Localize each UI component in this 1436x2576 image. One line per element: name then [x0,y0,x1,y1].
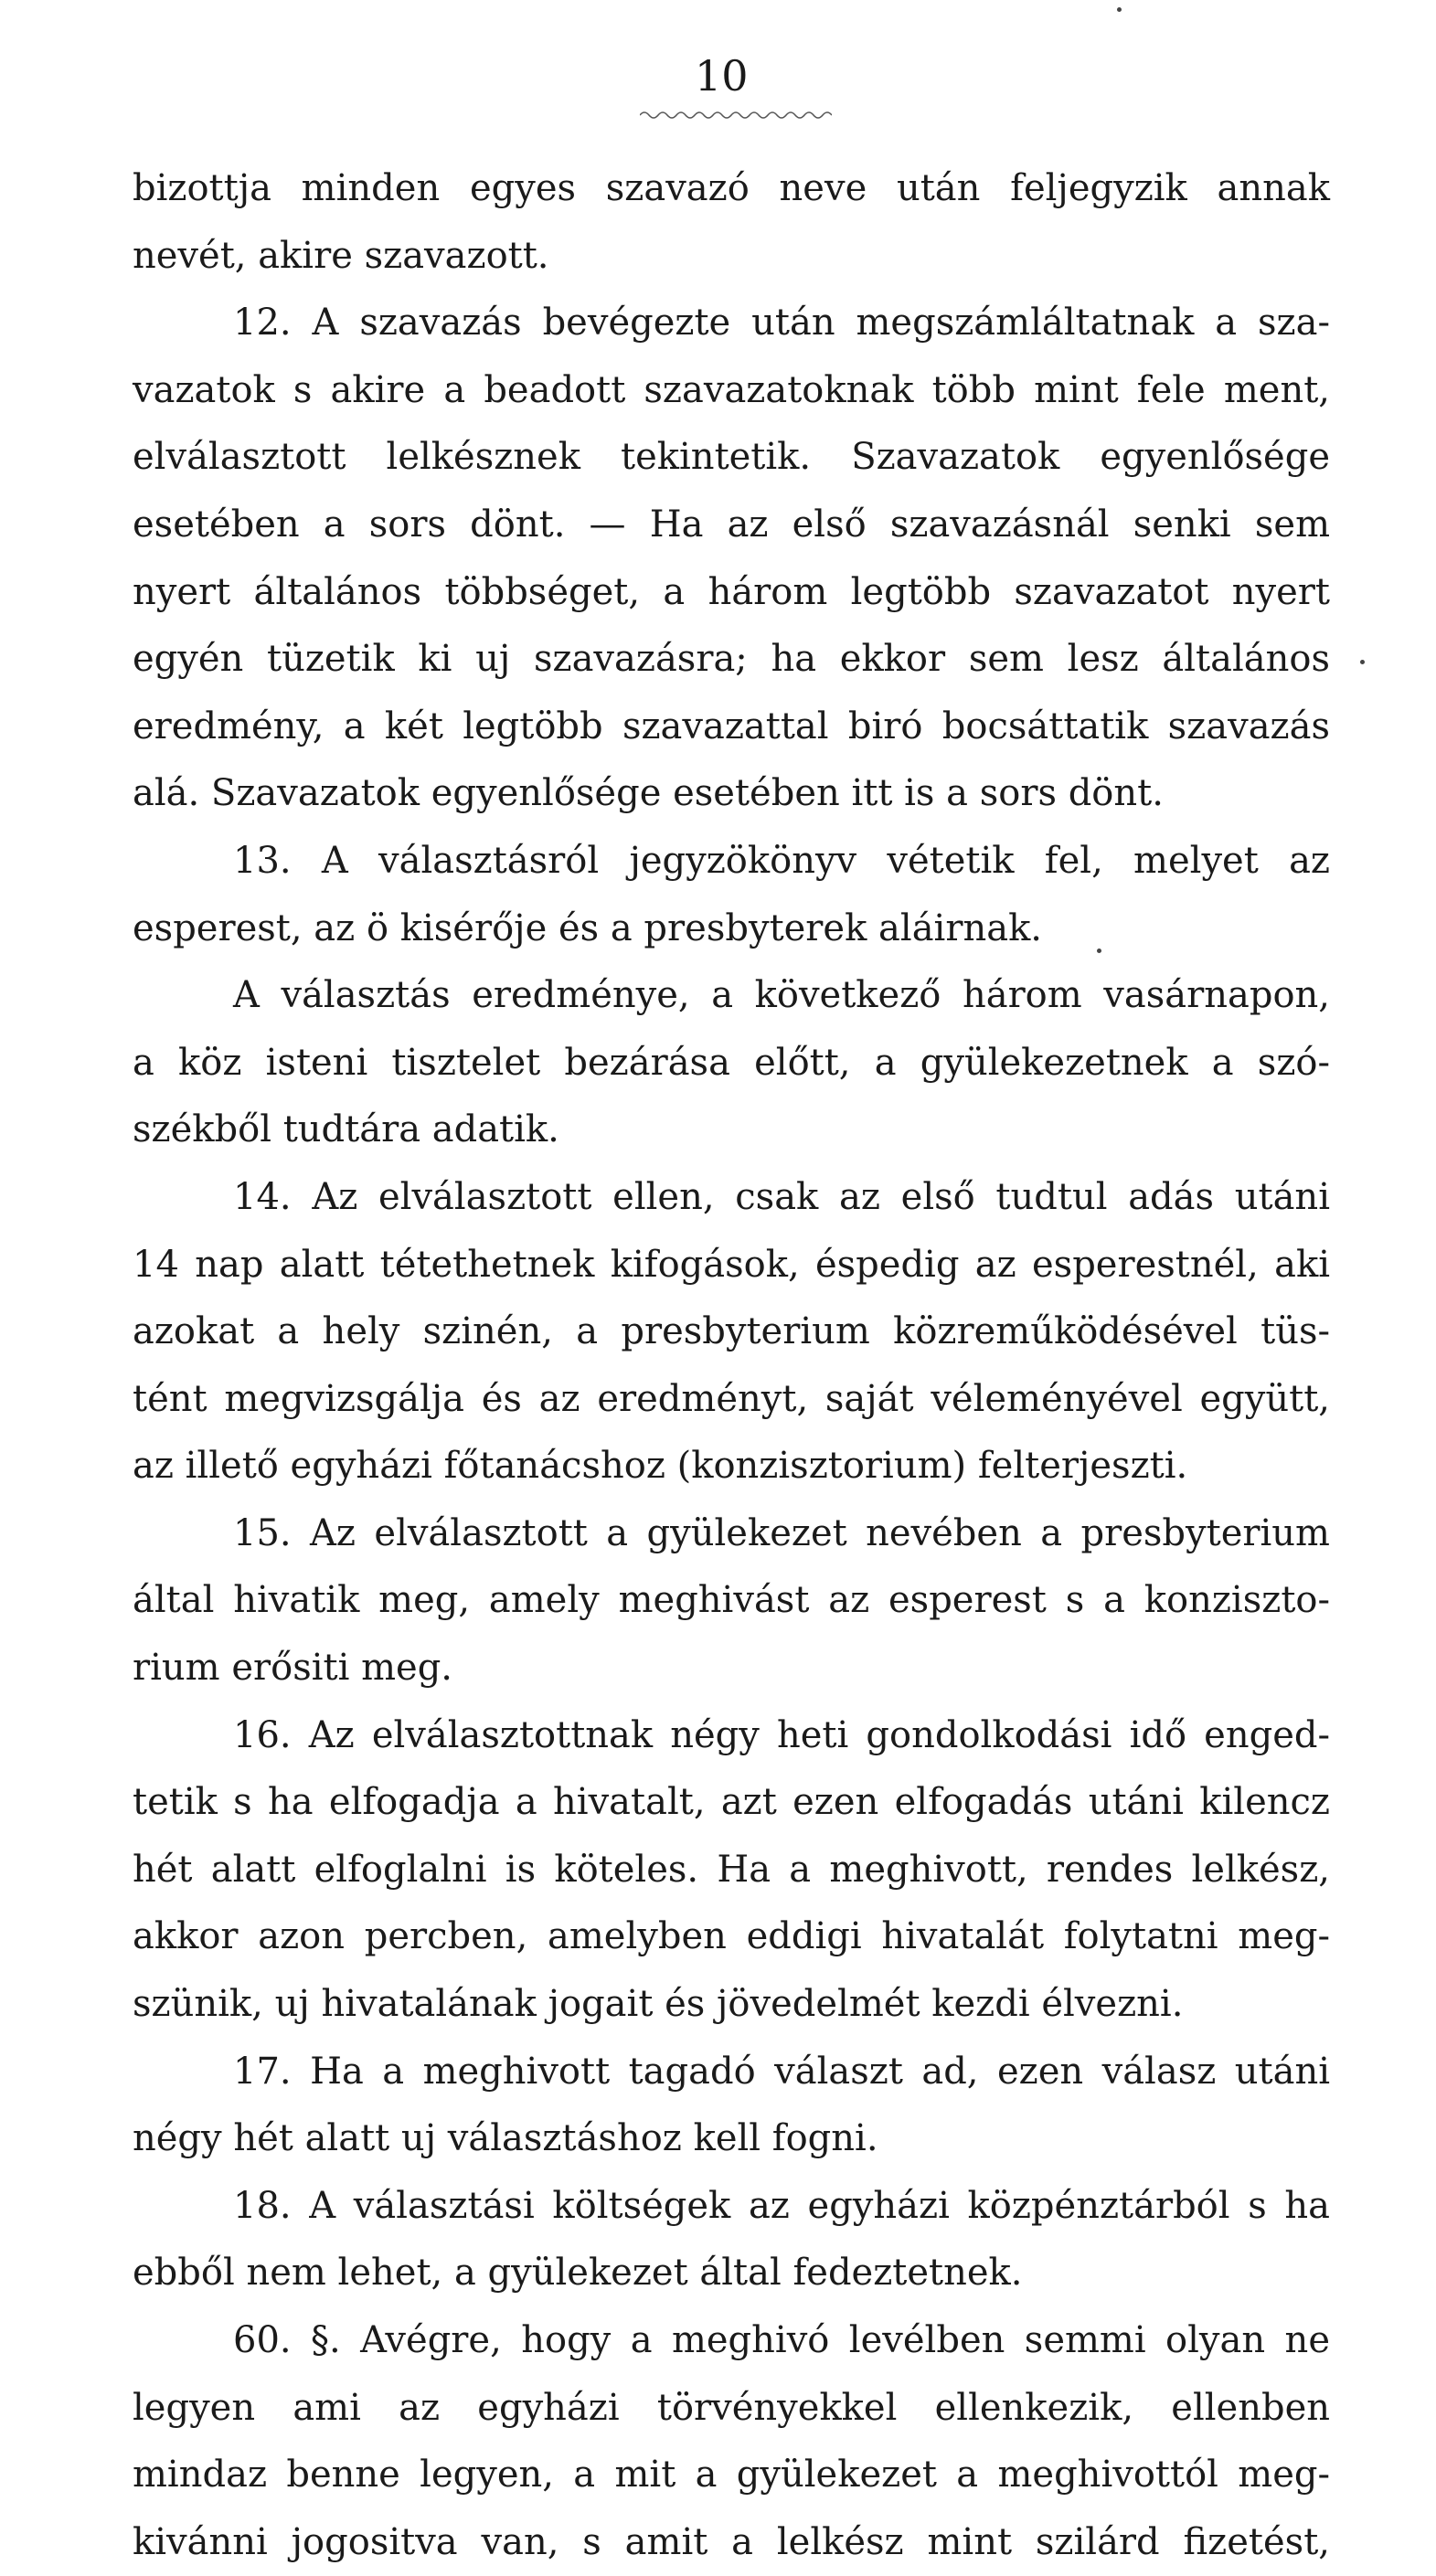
page-number: 10 [695,51,749,101]
text-line: ebből nem lehet, a gyülekezet által fedeztetnek. [133,2252,1023,2295]
text-line: 13. A választásról jegyzökönyv vétetik fel, melyet az [233,839,1330,882]
text-line: akkor azon percben, amelyben eddigi hivatalát folytatni meg- [133,1915,1330,1958]
text-line: nyert általános többséget, a három legtöbb szavazatot nyert [133,570,1330,613]
print-speck [1360,660,1365,664]
text-line: hét alatt elfoglalni is köteles. Ha a meghivott, rendes lelkész, [133,1848,1330,1891]
text-line: négy hét alatt uj választáshoz kell fogni. [133,2117,878,2160]
text-line: tént megvizsgálja és az eredményt, saját véleményével együtt, [133,1377,1330,1420]
text-line: kivánni jogositva van, s amit a lelkész mint szilárd fizetést, [133,2520,1330,2563]
text-line: esperest, az ö kisérője és a presbyterek aláirnak. [133,906,1043,949]
print-speck [1097,949,1101,953]
text-line: 18. A választási költségek az egyházi közpénztárból s ha [233,2184,1330,2227]
text-line: székből tudtára adatik. [133,1108,559,1151]
text-line: 17. Ha a meghivott tagadó választ ad, ezen válasz utáni [233,2050,1330,2093]
text-line: esetében a sors dönt. — Ha az első szavazásnál senki sem [133,503,1330,546]
text-line: bizottja minden egyes szavazó neve után feljegyzik annak [133,167,1330,209]
text-line: által hivatik meg, amely meghivást az esperest s a konziszto- [133,1579,1330,1622]
text-line: tetik s ha elfogadja a hivatalt, azt ezen elfogadás utáni kilencz [133,1781,1330,1824]
text-line: elválasztott lelkésznek tekintetik. Szavazatok egyenlősége [133,436,1330,479]
text-line: vazatok s akire a beadott szavazatoknak több mint fele ment, [133,368,1330,411]
print-speck [1117,7,1122,12]
header-ornament [640,108,832,121]
text-line: 12. A szavazás bevégezte után megszámláltatnak a sza- [233,302,1330,345]
text-line: szünik, uj hivatalának jogait és jövedelmét kezdi élvezni. [133,1983,1184,2026]
text-line: 14. Az elválasztott ellen, csak az első tudtul adás utáni [233,1175,1330,1218]
text-line: A választás eredménye, a következő három vasárnapon, [233,974,1330,1017]
text-line: az illető egyházi főtanácshoz (konzisztorium) felterjeszti. [133,1445,1188,1488]
text-line: 15. Az elválasztott a gyülekezet nevében a presbyterium [233,1511,1330,1554]
text-line: a köz isteni tisztelet bezárása előtt, a gyülekezetnek a szó- [133,1041,1330,1084]
text-line: mindaz benne legyen, a mit a gyülekezet a meghivottól meg- [133,2454,1330,2496]
text-line: azokat a hely szinén, a presbyterium közreműködésével tüs- [133,1310,1330,1353]
text-line: eredmény, a két legtöbb szavazattal biró bocsáttatik szavazás [133,705,1330,747]
text-line: rium erősiti meg. [133,1647,453,1690]
text-line: nevét, akire szavazott. [133,234,549,277]
text-line: legyen ami az egyházi törvényekkel ellenkezik, ellenben [133,2386,1330,2429]
text-line: 60. §. Avégre, hogy a meghivó levélben semmi olyan ne [233,2319,1330,2361]
text-line: egyén tüzetik ki uj szavazásra; ha ekkor sem lesz általános [133,638,1330,681]
body-text [133,155,1330,2576]
text-line: alá. Szavazatok egyenlősége esetében itt is a sors dönt. [133,772,1164,815]
text-line: 16. Az elválasztottnak négy heti gondolkodási idő enged- [233,1713,1330,1756]
text-line: 14 nap alatt tétethetnek kifogások, éspedig az esperestnél, aki [133,1243,1330,1286]
